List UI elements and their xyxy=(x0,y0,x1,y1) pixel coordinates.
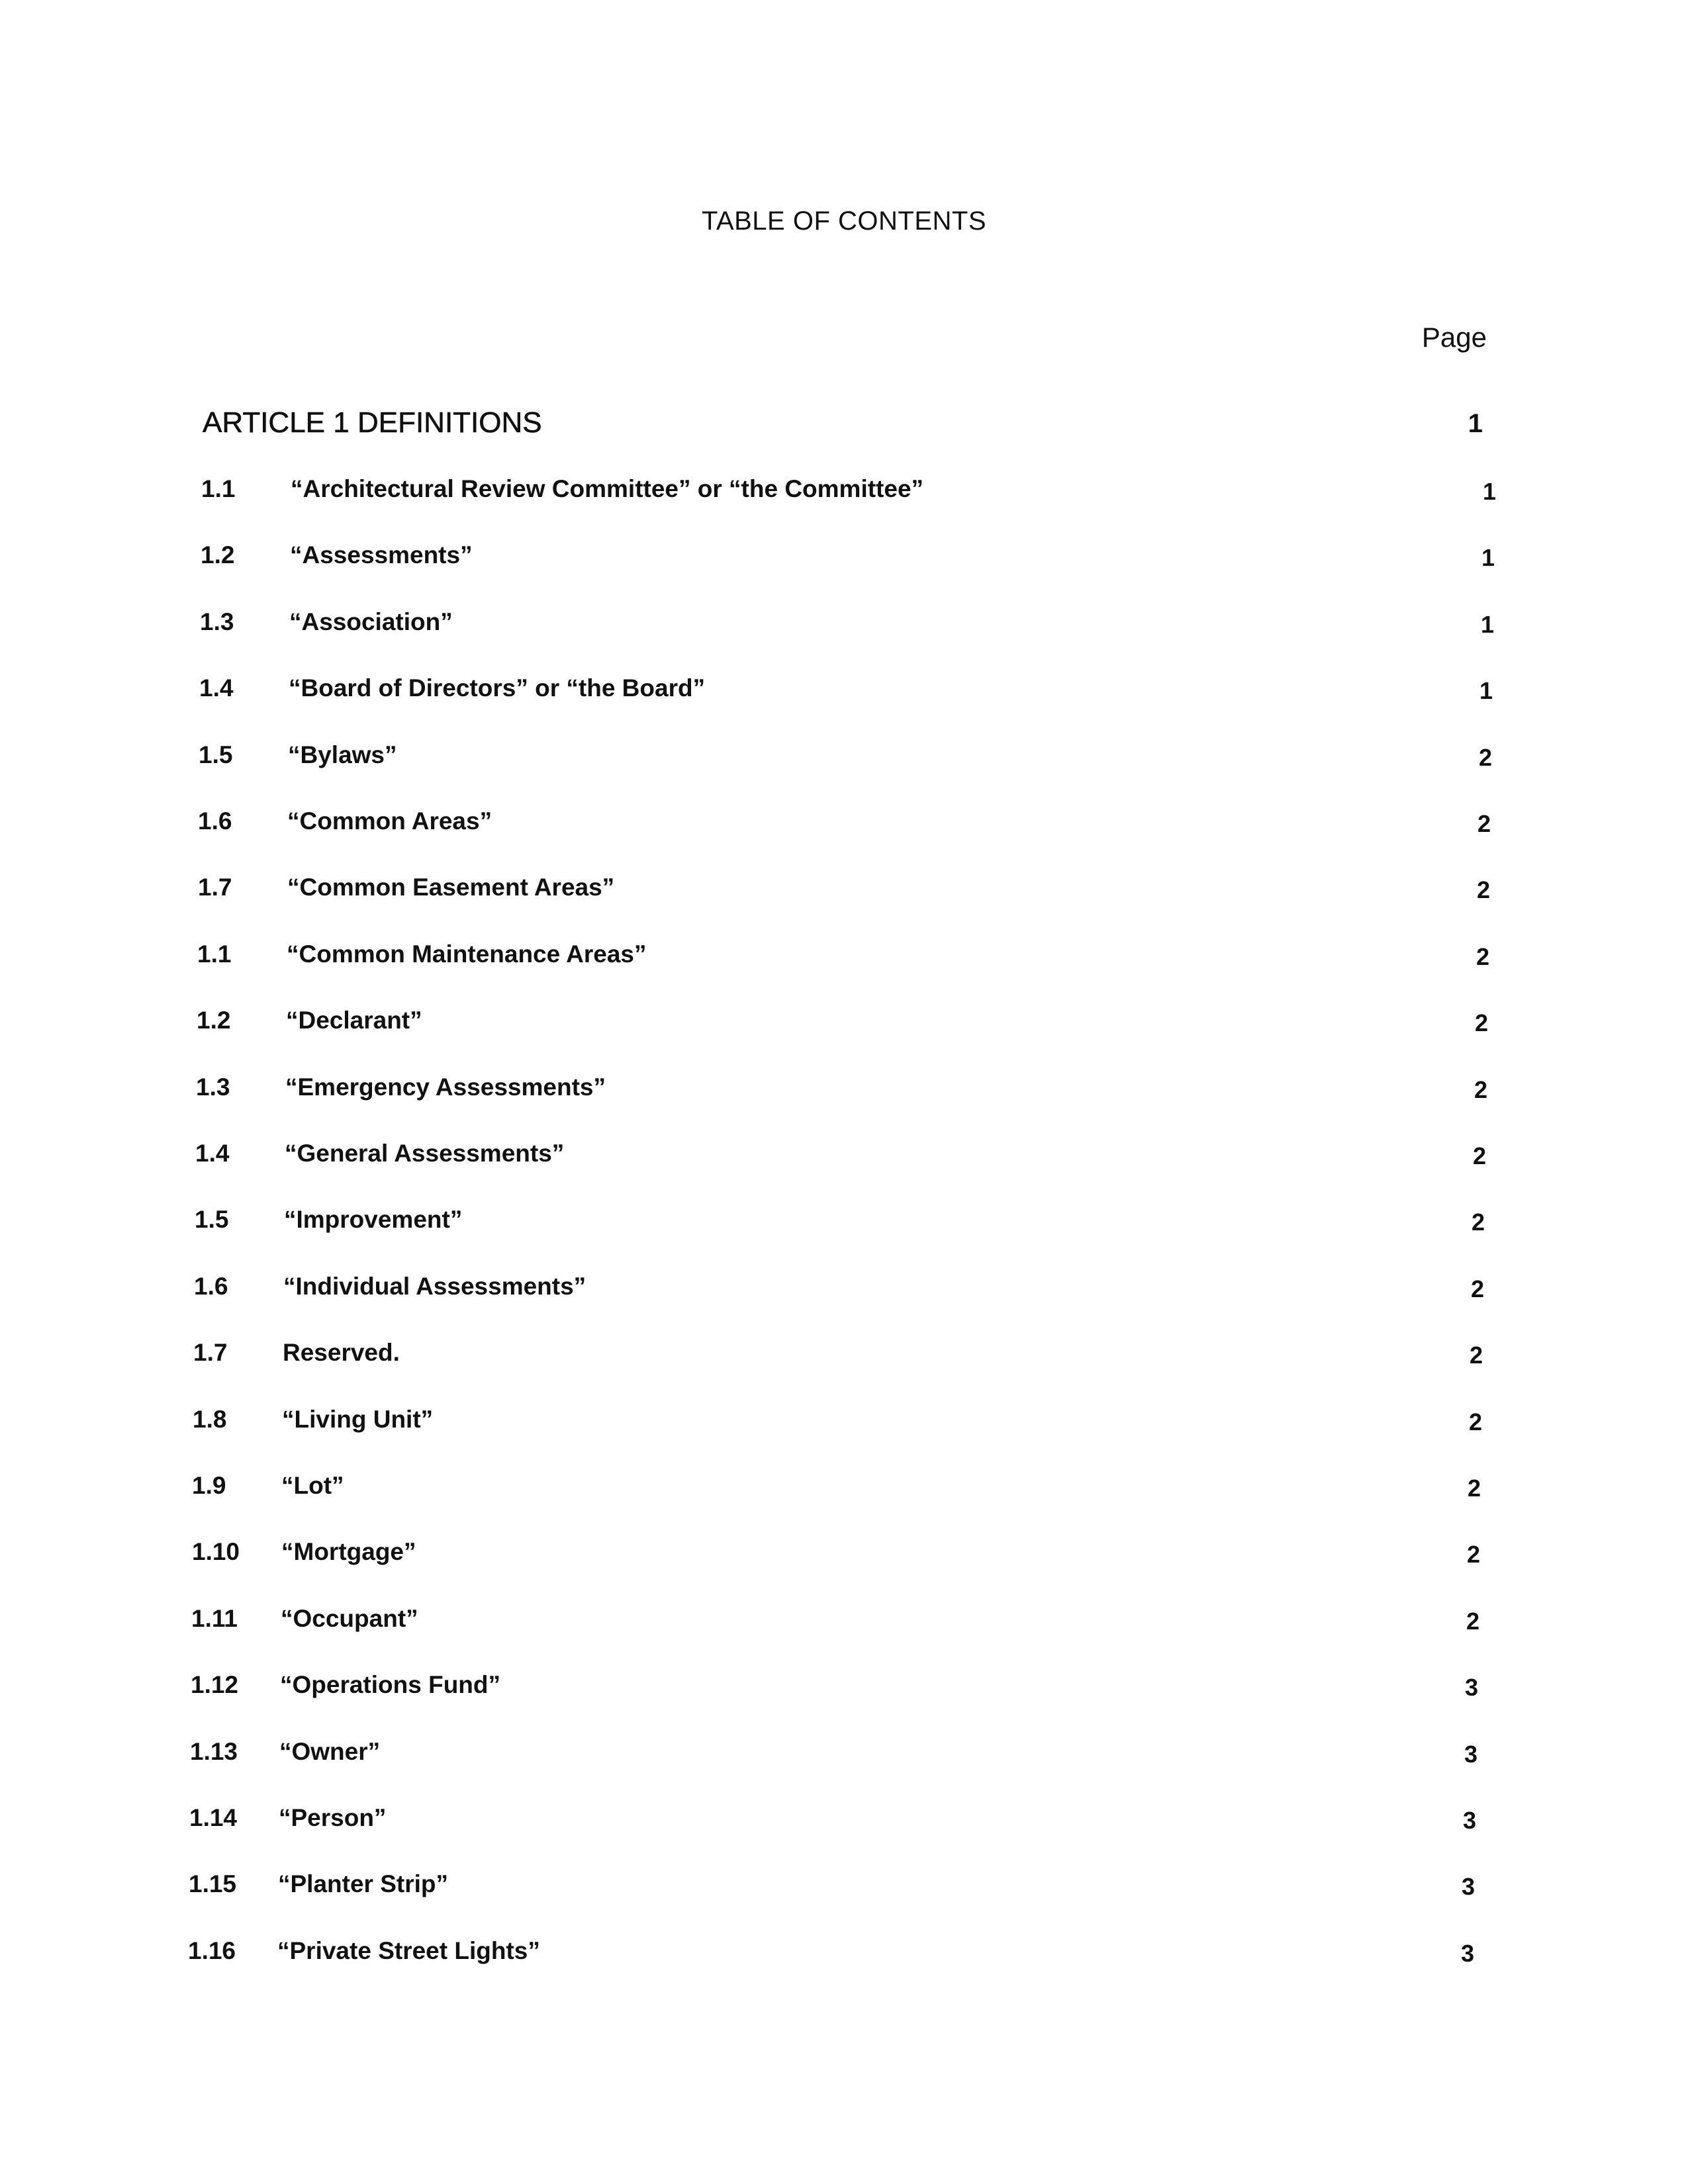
toc-entry-number: 1.13 xyxy=(190,1738,238,1765)
toc-entry-number: 1.5 xyxy=(199,741,233,768)
toc-entry-page-number: 2 xyxy=(1479,744,1493,771)
toc-entry-number: 1.4 xyxy=(195,1140,230,1167)
toc-entry[interactable] xyxy=(189,1804,1480,1841)
toc-entry-number: 1.8 xyxy=(193,1406,227,1433)
toc-entry[interactable] xyxy=(197,1007,1487,1044)
toc-entry[interactable] xyxy=(190,1738,1481,1775)
toc-entry-term: “Owner” xyxy=(279,1738,381,1765)
toc-entry[interactable] xyxy=(191,1671,1481,1708)
article-heading[interactable] xyxy=(203,406,1483,446)
toc-entry-number: 1.16 xyxy=(188,1937,236,1964)
toc-entry-number: 1.1 xyxy=(201,475,236,502)
toc-entry-page-number: 1 xyxy=(1483,478,1497,505)
toc-entry-term: “Operations Fund” xyxy=(280,1671,500,1698)
toc-entry-page-number: 3 xyxy=(1464,1741,1478,1768)
toc-entry-number: 1.5 xyxy=(195,1206,229,1233)
toc-entry-page-number: 3 xyxy=(1465,1674,1479,1701)
toc-entry-term: “Architectural Review Committee” or “the Committee” xyxy=(291,475,924,502)
toc-entry-term: “Assessments” xyxy=(290,541,473,569)
toc-entry[interactable] xyxy=(196,1073,1487,1111)
toc-entry-term: “Emergency Assessments” xyxy=(285,1073,606,1101)
toc-entry-number: 1.10 xyxy=(192,1538,240,1565)
toc-entry-number: 1.14 xyxy=(189,1804,238,1831)
toc-entry-term: “Board of Directors” or “the Board” xyxy=(289,674,706,702)
toc-entry-page-number: 2 xyxy=(1474,1076,1488,1103)
toc-entry[interactable] xyxy=(193,1406,1483,1443)
toc-entry-number: 1.4 xyxy=(199,674,234,702)
toc-entry[interactable] xyxy=(199,741,1493,778)
toc-entry-term: “Common Maintenance Areas” xyxy=(287,940,647,968)
toc-entry-number: 1.7 xyxy=(198,874,232,901)
toc-entry-term: “Living Unit” xyxy=(282,1406,434,1433)
toc-entry[interactable] xyxy=(198,807,1489,844)
toc-entry-number: 1.15 xyxy=(189,1870,237,1897)
toc-entry-term: “Person” xyxy=(279,1804,387,1831)
toc-entry-page-number: 2 xyxy=(1470,1342,1483,1369)
article-page-number: 1 xyxy=(1468,409,1483,438)
toc-entry-term: “Declarant” xyxy=(286,1007,422,1034)
toc-entry-term: “Mortgage” xyxy=(281,1538,416,1565)
toc-entry-term: Reserved. xyxy=(283,1339,400,1366)
toc-entry-term: “Common Areas” xyxy=(287,807,492,835)
toc-entry-number: 1.9 xyxy=(192,1472,226,1499)
toc-entry-number: 1.2 xyxy=(197,1007,231,1034)
toc-entry[interactable] xyxy=(199,674,1493,711)
toc-entry-term: “General Assessments” xyxy=(285,1140,565,1167)
toc-entry-page-number: 2 xyxy=(1472,1208,1485,1236)
toc-entry-page-number: 1 xyxy=(1481,611,1495,638)
toc-entry-page-number: 1 xyxy=(1481,544,1495,571)
toc-entry-term: “Lot” xyxy=(281,1472,344,1499)
toc-entry-number: 1.3 xyxy=(200,608,234,635)
toc-entry[interactable] xyxy=(189,1870,1479,1907)
toc-entry-number: 1.3 xyxy=(196,1073,230,1101)
toc-list xyxy=(0,475,1688,1997)
toc-entry-page-number: 2 xyxy=(1476,943,1490,970)
toc-entry-term: “Association” xyxy=(289,608,453,635)
toc-entry[interactable] xyxy=(192,1472,1483,1509)
toc-entry[interactable] xyxy=(194,1273,1485,1310)
page-title: TABLE OF CONTENTS xyxy=(701,206,987,236)
toc-entry-page-number: 2 xyxy=(1468,1475,1481,1502)
toc-entry-term: “Bylaws” xyxy=(288,741,397,768)
toc-entry-page-number: 2 xyxy=(1473,1142,1487,1169)
toc-entry-page-number: 2 xyxy=(1466,1608,1480,1635)
toc-entry-number: 1.2 xyxy=(201,541,235,569)
toc-entry-term: “Private Street Lights” xyxy=(277,1937,540,1964)
toc-entry-term: “Planter Strip” xyxy=(278,1870,448,1897)
toc-entry[interactable] xyxy=(195,1206,1485,1243)
toc-entry-page-number: 2 xyxy=(1469,1408,1483,1435)
toc-entry-number: 1.6 xyxy=(194,1273,228,1300)
toc-entry-page-number: 3 xyxy=(1461,1940,1475,1967)
page-column-header: Page xyxy=(1421,322,1487,353)
toc-entry-page-number: 2 xyxy=(1467,1541,1481,1568)
toc-entry-term: “Individual Assessments” xyxy=(283,1273,586,1300)
toc-entry-number: 1.12 xyxy=(191,1671,239,1698)
toc-entry-number: 1.6 xyxy=(198,807,232,835)
toc-entry-page-number: 3 xyxy=(1462,1873,1476,1900)
toc-entry-number: 1.7 xyxy=(193,1339,228,1366)
toc-entry-page-number: 2 xyxy=(1477,810,1491,837)
toc-entry[interactable] xyxy=(201,475,1497,512)
toc-entry[interactable] xyxy=(192,1538,1483,1575)
toc-entry-number: 1.11 xyxy=(191,1605,238,1632)
toc-entry-page-number: 3 xyxy=(1463,1807,1477,1834)
toc-entry-term: “Improvement” xyxy=(284,1206,463,1233)
toc-entry-page-number: 2 xyxy=(1477,876,1491,903)
toc-entry-page-number: 1 xyxy=(1479,677,1493,704)
toc-entry-number: 1.1 xyxy=(197,940,232,968)
toc-entry-page-number: 2 xyxy=(1471,1275,1485,1302)
toc-entry-term: “Common Easement Areas” xyxy=(287,874,615,901)
toc-entry[interactable] xyxy=(198,874,1489,911)
toc-entry[interactable] xyxy=(195,1140,1486,1177)
article-title: ARTICLE 1 DEFINITIONS xyxy=(203,406,542,439)
toc-entry[interactable] xyxy=(191,1605,1482,1642)
toc-entry[interactable] xyxy=(200,608,1495,645)
toc-entry[interactable] xyxy=(188,1937,1479,1974)
toc-entry[interactable] xyxy=(197,940,1488,978)
toc-entry-term: “Occupant” xyxy=(281,1605,418,1632)
toc-entry[interactable] xyxy=(201,541,1495,578)
toc-entry[interactable] xyxy=(193,1339,1484,1376)
toc-entry-page-number: 2 xyxy=(1475,1009,1489,1036)
